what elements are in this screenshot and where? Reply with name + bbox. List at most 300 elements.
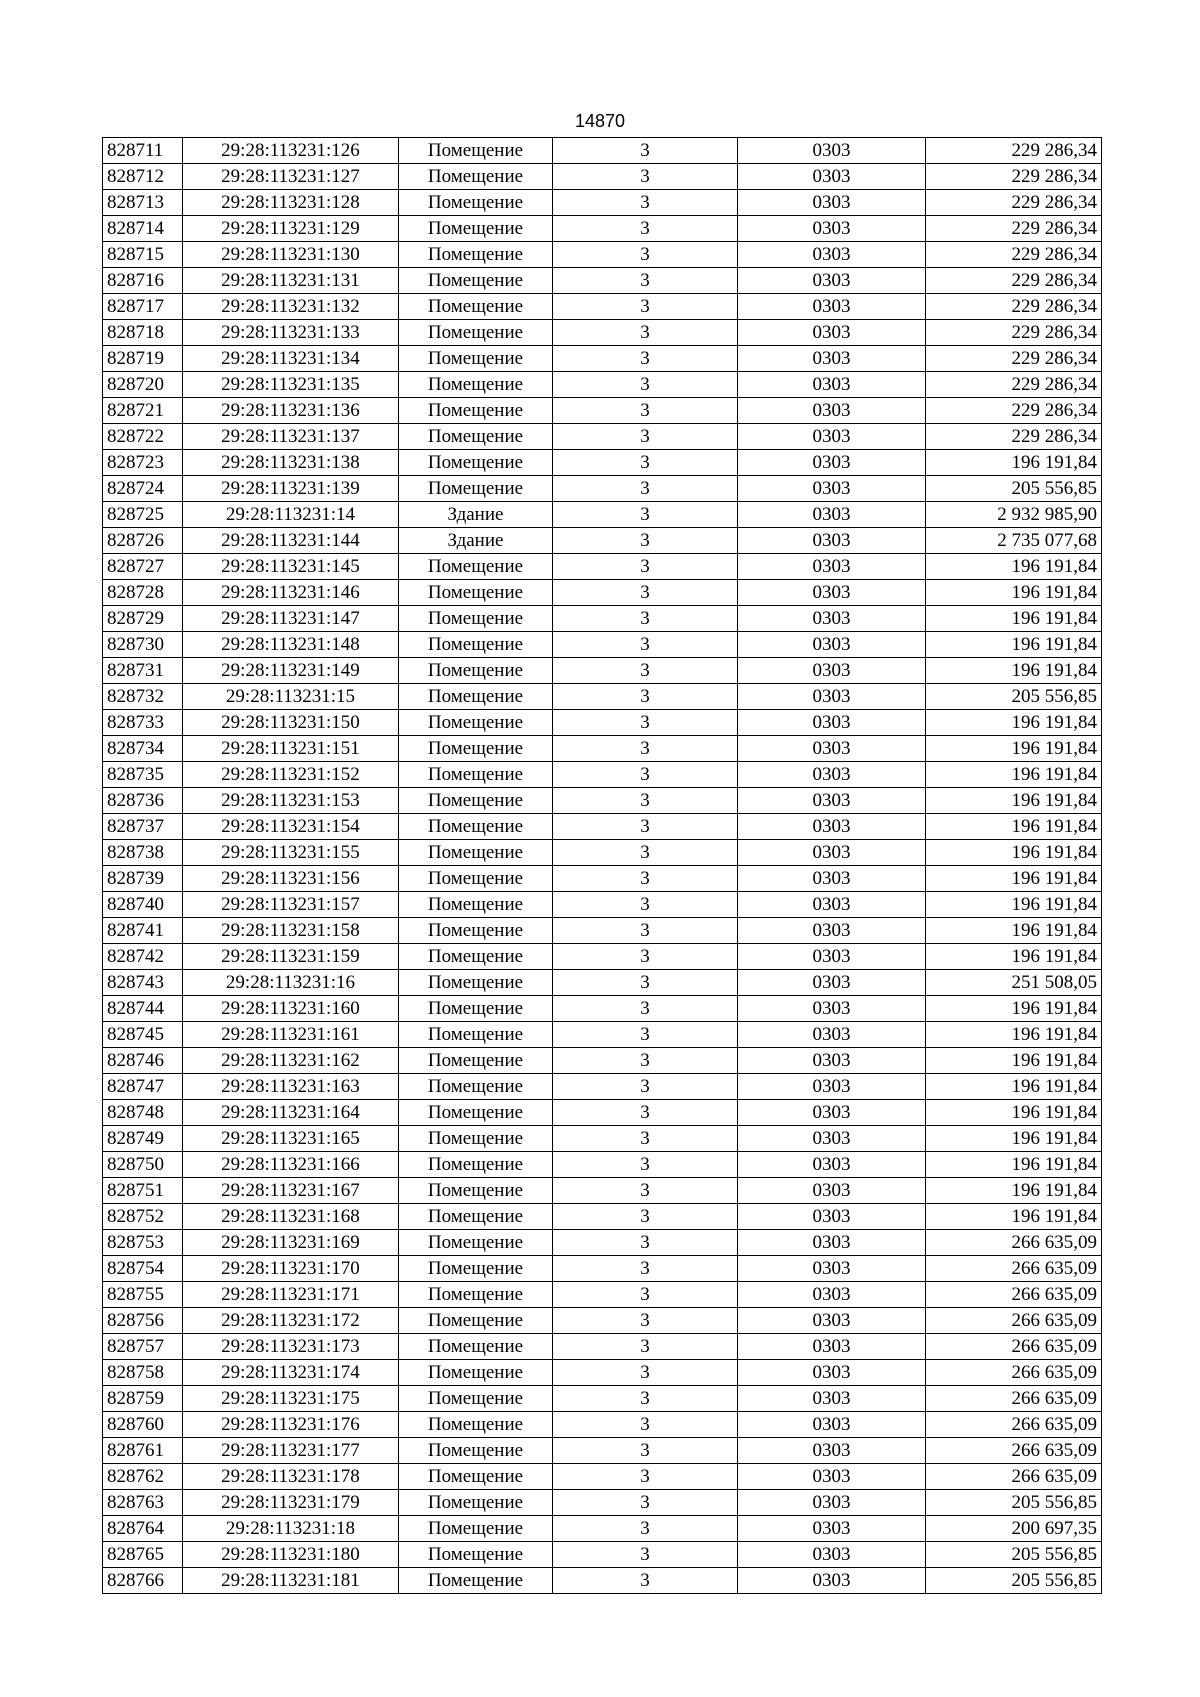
record-number-cell: 828727: [103, 554, 183, 580]
group-cell: 3: [553, 970, 738, 996]
record-number-cell: 828713: [103, 190, 183, 216]
cadastral-value-cell: 266 635,09: [926, 1334, 1102, 1360]
cadastral-number-cell: 29:28:113231:139: [183, 476, 399, 502]
record-number-cell: 828711: [103, 138, 183, 164]
group-cell: 3: [553, 892, 738, 918]
code-cell: 0303: [738, 1490, 926, 1516]
object-type-cell: Помещение: [399, 996, 553, 1022]
code-cell: 0303: [738, 1282, 926, 1308]
code-cell: 0303: [738, 632, 926, 658]
code-cell: 0303: [738, 528, 926, 554]
cadastral-value-cell: 229 286,34: [926, 372, 1102, 398]
object-type-cell: Помещение: [399, 606, 553, 632]
record-number-cell: 828739: [103, 866, 183, 892]
record-number-cell: 828723: [103, 450, 183, 476]
cadastral-value-cell: 196 191,84: [926, 1022, 1102, 1048]
cadastral-value-cell: 196 191,84: [926, 632, 1102, 658]
group-cell: 3: [553, 528, 738, 554]
table-row: [103, 164, 1102, 190]
cadastral-number-cell: 29:28:113231:165: [183, 1126, 399, 1152]
cadastral-number-cell: 29:28:113231:154: [183, 814, 399, 840]
cadastral-number-cell: 29:28:113231:181: [183, 1568, 399, 1594]
cadastral-value-cell: 266 635,09: [926, 1230, 1102, 1256]
code-cell: 0303: [738, 190, 926, 216]
code-cell: 0303: [738, 1048, 926, 1074]
cadastral-value-cell: 196 191,84: [926, 1074, 1102, 1100]
record-number-cell: 828742: [103, 944, 183, 970]
cadastral-value-cell: 229 286,34: [926, 398, 1102, 424]
table-row: [103, 632, 1102, 658]
object-type-cell: Помещение: [399, 1178, 553, 1204]
record-number-cell: 828714: [103, 216, 183, 242]
cadastral-number-cell: 29:28:113231:161: [183, 1022, 399, 1048]
cadastral-value-cell: 196 191,84: [926, 918, 1102, 944]
object-type-cell: Помещение: [399, 1464, 553, 1490]
cadastral-number-cell: 29:28:113231:158: [183, 918, 399, 944]
group-cell: 3: [553, 1412, 738, 1438]
group-cell: 3: [553, 268, 738, 294]
cadastral-value-cell: 229 286,34: [926, 138, 1102, 164]
object-type-cell: Помещение: [399, 164, 553, 190]
code-cell: 0303: [738, 476, 926, 502]
code-cell: 0303: [738, 1334, 926, 1360]
table-row: [103, 294, 1102, 320]
cadastral-value-cell: 196 191,84: [926, 710, 1102, 736]
record-number-cell: 828719: [103, 346, 183, 372]
code-cell: 0303: [738, 1230, 926, 1256]
table-row: [103, 788, 1102, 814]
cadastral-value-cell: 196 191,84: [926, 788, 1102, 814]
record-number-cell: 828735: [103, 762, 183, 788]
cadastral-value-cell: 2 932 985,90: [926, 502, 1102, 528]
cadastral-value-cell: 196 191,84: [926, 1126, 1102, 1152]
table-row: [103, 1490, 1102, 1516]
cadastral-number-cell: 29:28:113231:169: [183, 1230, 399, 1256]
group-cell: 3: [553, 684, 738, 710]
cadastral-value-cell: 2 735 077,68: [926, 528, 1102, 554]
record-number-cell: 828750: [103, 1152, 183, 1178]
group-cell: 3: [553, 138, 738, 164]
group-cell: 3: [553, 190, 738, 216]
cadastral-number-cell: 29:28:113231:137: [183, 424, 399, 450]
group-cell: 3: [553, 1334, 738, 1360]
object-type-cell: Помещение: [399, 138, 553, 164]
record-number-cell: 828734: [103, 736, 183, 762]
cadastral-value-cell: 266 635,09: [926, 1360, 1102, 1386]
table-row: [103, 814, 1102, 840]
object-type-cell: Помещение: [399, 450, 553, 476]
record-number-cell: 828731: [103, 658, 183, 684]
record-number-cell: 828755: [103, 1282, 183, 1308]
group-cell: 3: [553, 1022, 738, 1048]
code-cell: 0303: [738, 320, 926, 346]
table-row: [103, 658, 1102, 684]
code-cell: 0303: [738, 1074, 926, 1100]
code-cell: 0303: [738, 424, 926, 450]
object-type-cell: Здание: [399, 528, 553, 554]
page-number: 14870: [574, 111, 626, 131]
cadastral-number-cell: 29:28:113231:153: [183, 788, 399, 814]
object-type-cell: Помещение: [399, 866, 553, 892]
group-cell: 3: [553, 1048, 738, 1074]
object-type-cell: Помещение: [399, 476, 553, 502]
code-cell: 0303: [738, 216, 926, 242]
cadastral-number-cell: 29:28:113231:130: [183, 242, 399, 268]
code-cell: 0303: [738, 1126, 926, 1152]
cadastral-value-cell: 196 191,84: [926, 840, 1102, 866]
group-cell: 3: [553, 762, 738, 788]
cadastral-number-cell: 29:28:113231:164: [183, 1100, 399, 1126]
cadastral-number-cell: 29:28:113231:156: [183, 866, 399, 892]
group-cell: 3: [553, 1230, 738, 1256]
record-number-cell: 828730: [103, 632, 183, 658]
cadastral-value-cell: 229 286,34: [926, 216, 1102, 242]
table-row: [103, 1256, 1102, 1282]
cadastral-number-cell: 29:28:113231:168: [183, 1204, 399, 1230]
code-cell: 0303: [738, 1386, 926, 1412]
table-row: [103, 970, 1102, 996]
record-number-cell: 828744: [103, 996, 183, 1022]
object-type-cell: Помещение: [399, 320, 553, 346]
cadastral-value-cell: 229 286,34: [926, 320, 1102, 346]
cadastral-number-cell: 29:28:113231:157: [183, 892, 399, 918]
cadastral-number-cell: 29:28:113231:152: [183, 762, 399, 788]
table-row: [103, 840, 1102, 866]
code-cell: 0303: [738, 502, 926, 528]
record-number-cell: 828733: [103, 710, 183, 736]
cadastral-number-cell: 29:28:113231:172: [183, 1308, 399, 1334]
code-cell: 0303: [738, 372, 926, 398]
group-cell: 3: [553, 1568, 738, 1594]
group-cell: 3: [553, 1204, 738, 1230]
group-cell: 3: [553, 398, 738, 424]
group-cell: 3: [553, 1126, 738, 1152]
object-type-cell: Помещение: [399, 892, 553, 918]
group-cell: 3: [553, 476, 738, 502]
group-cell: 3: [553, 164, 738, 190]
object-type-cell: Помещение: [399, 1074, 553, 1100]
group-cell: 3: [553, 346, 738, 372]
code-cell: 0303: [738, 1464, 926, 1490]
object-type-cell: Помещение: [399, 1386, 553, 1412]
cadastral-value-cell: 196 191,84: [926, 736, 1102, 762]
object-type-cell: Помещение: [399, 1334, 553, 1360]
cadastral-number-cell: 29:28:113231:146: [183, 580, 399, 606]
record-number-cell: 828712: [103, 164, 183, 190]
object-type-cell: Помещение: [399, 1100, 553, 1126]
code-cell: 0303: [738, 294, 926, 320]
table-row: [103, 346, 1102, 372]
record-number-cell: 828741: [103, 918, 183, 944]
object-type-cell: Помещение: [399, 372, 553, 398]
code-cell: 0303: [738, 398, 926, 424]
cadastral-value-cell: 266 635,09: [926, 1282, 1102, 1308]
record-number-cell: 828745: [103, 1022, 183, 1048]
cadastral-value-cell: 266 635,09: [926, 1412, 1102, 1438]
object-type-cell: Помещение: [399, 1022, 553, 1048]
record-number-cell: 828757: [103, 1334, 183, 1360]
registry-table: [102, 137, 1102, 1594]
record-number-cell: 828766: [103, 1568, 183, 1594]
cadastral-number-cell: 29:28:113231:15: [183, 684, 399, 710]
cadastral-value-cell: 205 556,85: [926, 476, 1102, 502]
object-type-cell: Помещение: [399, 970, 553, 996]
cadastral-value-cell: 196 191,84: [926, 866, 1102, 892]
table-row: [103, 996, 1102, 1022]
object-type-cell: Помещение: [399, 294, 553, 320]
record-number-cell: 828748: [103, 1100, 183, 1126]
registry-table-body: [103, 138, 1102, 1594]
table-row: [103, 320, 1102, 346]
cadastral-value-cell: 251 508,05: [926, 970, 1102, 996]
code-cell: 0303: [738, 892, 926, 918]
group-cell: 3: [553, 580, 738, 606]
group-cell: 3: [553, 788, 738, 814]
cadastral-number-cell: 29:28:113231:128: [183, 190, 399, 216]
object-type-cell: Помещение: [399, 1126, 553, 1152]
code-cell: 0303: [738, 1178, 926, 1204]
table-row: [103, 476, 1102, 502]
cadastral-number-cell: 29:28:113231:177: [183, 1438, 399, 1464]
table-row: [103, 242, 1102, 268]
table-row: [103, 450, 1102, 476]
table-row: [103, 268, 1102, 294]
object-type-cell: Помещение: [399, 242, 553, 268]
record-number-cell: 828747: [103, 1074, 183, 1100]
code-cell: 0303: [738, 944, 926, 970]
object-type-cell: Помещение: [399, 398, 553, 424]
table-row: [103, 762, 1102, 788]
table-row: [103, 554, 1102, 580]
record-number-cell: 828740: [103, 892, 183, 918]
cadastral-number-cell: 29:28:113231:155: [183, 840, 399, 866]
object-type-cell: Помещение: [399, 1230, 553, 1256]
object-type-cell: Помещение: [399, 580, 553, 606]
cadastral-number-cell: 29:28:113231:14: [183, 502, 399, 528]
object-type-cell: Помещение: [399, 1412, 553, 1438]
cadastral-value-cell: 205 556,85: [926, 1542, 1102, 1568]
object-type-cell: Помещение: [399, 1204, 553, 1230]
cadastral-number-cell: 29:28:113231:170: [183, 1256, 399, 1282]
cadastral-number-cell: 29:28:113231:179: [183, 1490, 399, 1516]
code-cell: 0303: [738, 658, 926, 684]
group-cell: 3: [553, 1308, 738, 1334]
group-cell: 3: [553, 1516, 738, 1542]
code-cell: 0303: [738, 1516, 926, 1542]
cadastral-value-cell: 196 191,84: [926, 554, 1102, 580]
cadastral-number-cell: 29:28:113231:132: [183, 294, 399, 320]
group-cell: 3: [553, 1386, 738, 1412]
code-cell: 0303: [738, 1152, 926, 1178]
code-cell: 0303: [738, 710, 926, 736]
cadastral-value-cell: 196 191,84: [926, 1100, 1102, 1126]
cadastral-value-cell: 229 286,34: [926, 294, 1102, 320]
cadastral-value-cell: 266 635,09: [926, 1386, 1102, 1412]
cadastral-number-cell: 29:28:113231:131: [183, 268, 399, 294]
code-cell: 0303: [738, 684, 926, 710]
object-type-cell: Помещение: [399, 918, 553, 944]
object-type-cell: Помещение: [399, 1360, 553, 1386]
cadastral-value-cell: 229 286,34: [926, 242, 1102, 268]
code-cell: 0303: [738, 268, 926, 294]
cadastral-number-cell: 29:28:113231:180: [183, 1542, 399, 1568]
object-type-cell: Помещение: [399, 1568, 553, 1594]
cadastral-number-cell: 29:28:113231:147: [183, 606, 399, 632]
object-type-cell: Помещение: [399, 1282, 553, 1308]
group-cell: 3: [553, 1438, 738, 1464]
cadastral-number-cell: 29:28:113231:148: [183, 632, 399, 658]
code-cell: 0303: [738, 1360, 926, 1386]
cadastral-number-cell: 29:28:113231:178: [183, 1464, 399, 1490]
cadastral-number-cell: 29:28:113231:160: [183, 996, 399, 1022]
group-cell: 3: [553, 632, 738, 658]
table-row: [103, 1204, 1102, 1230]
group-cell: 3: [553, 372, 738, 398]
code-cell: 0303: [738, 1542, 926, 1568]
object-type-cell: Помещение: [399, 190, 553, 216]
cadastral-number-cell: 29:28:113231:136: [183, 398, 399, 424]
table-row: [103, 1412, 1102, 1438]
cadastral-number-cell: 29:28:113231:138: [183, 450, 399, 476]
object-type-cell: Помещение: [399, 736, 553, 762]
code-cell: 0303: [738, 1412, 926, 1438]
table-row: [103, 1152, 1102, 1178]
table-row: [103, 1048, 1102, 1074]
code-cell: 0303: [738, 1100, 926, 1126]
cadastral-number-cell: 29:28:113231:163: [183, 1074, 399, 1100]
record-number-cell: 828765: [103, 1542, 183, 1568]
group-cell: 3: [553, 658, 738, 684]
cadastral-value-cell: 196 191,84: [926, 1178, 1102, 1204]
code-cell: 0303: [738, 1022, 926, 1048]
table-row: [103, 918, 1102, 944]
record-number-cell: 828732: [103, 684, 183, 710]
table-row: [103, 710, 1102, 736]
object-type-cell: Помещение: [399, 346, 553, 372]
code-cell: 0303: [738, 580, 926, 606]
record-number-cell: 828758: [103, 1360, 183, 1386]
cadastral-value-cell: 229 286,34: [926, 164, 1102, 190]
group-cell: 3: [553, 996, 738, 1022]
record-number-cell: 828743: [103, 970, 183, 996]
cadastral-number-cell: 29:28:113231:151: [183, 736, 399, 762]
code-cell: 0303: [738, 242, 926, 268]
code-cell: 0303: [738, 918, 926, 944]
object-type-cell: Помещение: [399, 710, 553, 736]
object-type-cell: Помещение: [399, 216, 553, 242]
record-number-cell: 828724: [103, 476, 183, 502]
record-number-cell: 828754: [103, 1256, 183, 1282]
cadastral-value-cell: 229 286,34: [926, 190, 1102, 216]
code-cell: 0303: [738, 346, 926, 372]
code-cell: 0303: [738, 762, 926, 788]
cadastral-number-cell: 29:28:113231:16: [183, 970, 399, 996]
group-cell: 3: [553, 450, 738, 476]
object-type-cell: Помещение: [399, 1542, 553, 1568]
group-cell: 3: [553, 1178, 738, 1204]
table-row: [103, 138, 1102, 164]
code-cell: 0303: [738, 1308, 926, 1334]
table-row: [103, 684, 1102, 710]
record-number-cell: 828721: [103, 398, 183, 424]
group-cell: 3: [553, 944, 738, 970]
code-cell: 0303: [738, 1204, 926, 1230]
record-number-cell: 828737: [103, 814, 183, 840]
record-number-cell: 828746: [103, 1048, 183, 1074]
table-row: [103, 892, 1102, 918]
record-number-cell: 828760: [103, 1412, 183, 1438]
cadastral-value-cell: 196 191,84: [926, 580, 1102, 606]
object-type-cell: Здание: [399, 502, 553, 528]
cadastral-value-cell: 229 286,34: [926, 268, 1102, 294]
table-row: [103, 1438, 1102, 1464]
table-row: [103, 1334, 1102, 1360]
group-cell: 3: [553, 1100, 738, 1126]
table-row: [103, 1568, 1102, 1594]
group-cell: 3: [553, 710, 738, 736]
table-row: [103, 736, 1102, 762]
table-row: [103, 944, 1102, 970]
code-cell: 0303: [738, 788, 926, 814]
cadastral-number-cell: 29:28:113231:135: [183, 372, 399, 398]
record-number-cell: 828729: [103, 606, 183, 632]
object-type-cell: Помещение: [399, 1516, 553, 1542]
group-cell: 3: [553, 1542, 738, 1568]
cadastral-number-cell: 29:28:113231:174: [183, 1360, 399, 1386]
cadastral-value-cell: 196 191,84: [926, 814, 1102, 840]
table-row: [103, 424, 1102, 450]
cadastral-number-cell: 29:28:113231:133: [183, 320, 399, 346]
cadastral-value-cell: 196 191,84: [926, 1152, 1102, 1178]
record-number-cell: 828725: [103, 502, 183, 528]
record-number-cell: 828753: [103, 1230, 183, 1256]
table-row: [103, 580, 1102, 606]
table-row: [103, 1308, 1102, 1334]
code-cell: 0303: [738, 138, 926, 164]
record-number-cell: 828759: [103, 1386, 183, 1412]
record-number-cell: 828764: [103, 1516, 183, 1542]
object-type-cell: Помещение: [399, 1438, 553, 1464]
code-cell: 0303: [738, 814, 926, 840]
cadastral-value-cell: 205 556,85: [926, 684, 1102, 710]
cadastral-number-cell: 29:28:113231:173: [183, 1334, 399, 1360]
cadastral-value-cell: 266 635,09: [926, 1256, 1102, 1282]
record-number-cell: 828756: [103, 1308, 183, 1334]
cadastral-number-cell: 29:28:113231:162: [183, 1048, 399, 1074]
group-cell: 3: [553, 216, 738, 242]
record-number-cell: 828716: [103, 268, 183, 294]
group-cell: 3: [553, 294, 738, 320]
cadastral-value-cell: 196 191,84: [926, 762, 1102, 788]
cadastral-number-cell: 29:28:113231:176: [183, 1412, 399, 1438]
group-cell: 3: [553, 554, 738, 580]
cadastral-number-cell: 29:28:113231:126: [183, 138, 399, 164]
table-row: [103, 1074, 1102, 1100]
cadastral-number-cell: 29:28:113231:159: [183, 944, 399, 970]
object-type-cell: Помещение: [399, 1048, 553, 1074]
group-cell: 3: [553, 736, 738, 762]
table-row: [103, 1022, 1102, 1048]
group-cell: 3: [553, 1152, 738, 1178]
record-number-cell: 828728: [103, 580, 183, 606]
group-cell: 3: [553, 1282, 738, 1308]
table-row: [103, 1360, 1102, 1386]
group-cell: 3: [553, 606, 738, 632]
cadastral-value-cell: 196 191,84: [926, 606, 1102, 632]
record-number-cell: 828763: [103, 1490, 183, 1516]
record-number-cell: 828752: [103, 1204, 183, 1230]
table-row: [103, 1230, 1102, 1256]
